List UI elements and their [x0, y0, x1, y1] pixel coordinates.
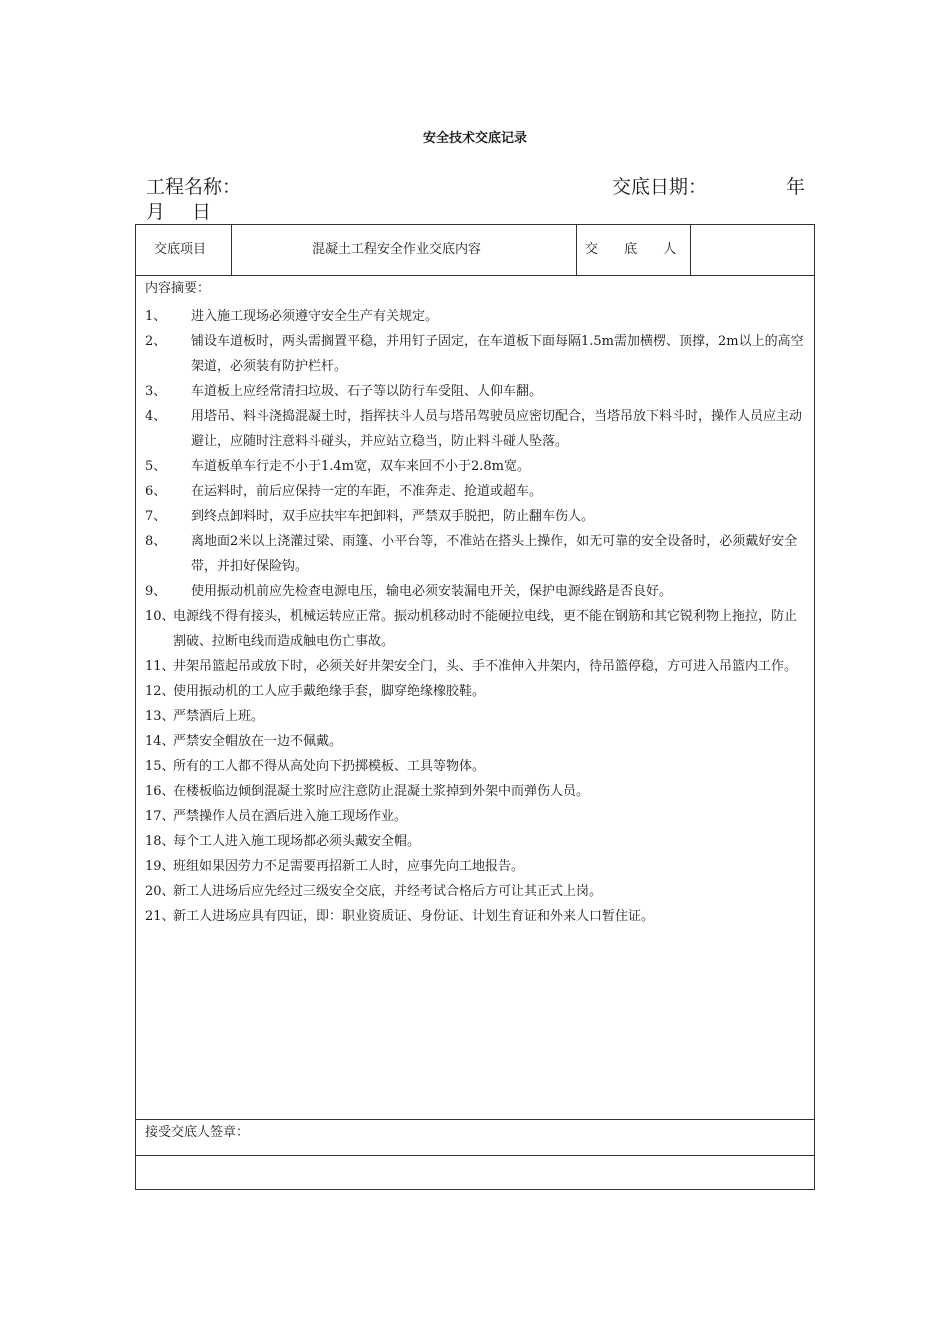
list-item	[145, 779, 805, 804]
list-item	[145, 904, 805, 929]
year-label: 年	[786, 176, 806, 198]
day-label: 日	[192, 201, 212, 223]
disclosure-date-label: 交底日期：	[612, 176, 708, 198]
item-number: 9、	[145, 584, 167, 599]
disclosure-table	[135, 224, 815, 1190]
list-item	[145, 404, 805, 454]
item-text: 所有的工人都不得从高处向下扔掷模板、工具等物体。	[173, 759, 486, 774]
list-item	[145, 829, 805, 854]
item-number: 7、	[145, 509, 167, 524]
list-item	[145, 379, 805, 404]
item-text: 严禁安全帽放在一边不佩戴。	[173, 734, 343, 749]
item-text: 车道板单车行走不小于1.4m宽，双车来回不小于2.8m宽。	[191, 459, 531, 474]
item-text: 每个工人进入施工现场都必须头戴安全帽。	[173, 834, 421, 849]
item-number: 17、	[145, 809, 175, 824]
list-item	[145, 654, 805, 679]
list-item	[145, 579, 805, 604]
item-number: 18、	[145, 834, 175, 849]
list-item	[145, 504, 805, 529]
item-text: 铺设车道板时，两头需搁置平稳，并用钉子固定，在车道板下面每隔1.5m需加横楞、顶撑，2m以上的高空架道，必须装有防护栏杆。	[191, 334, 804, 374]
item-text: 离地面2米以上浇灌过梁、雨篷、小平台等，不准站在搭头上操作，如无可靠的安全设备时，必须戴好安全带，并扣好保险钩。	[191, 534, 798, 574]
item-text: 严禁酒后上班。	[173, 709, 265, 724]
item-number: 14、	[145, 734, 175, 749]
item-text: 班组如果因劳力不足需要再招新工人时，应事先向工地报告。	[173, 859, 525, 874]
list-item	[145, 704, 805, 729]
item-text: 在楼板临边倾倒混凝土浆时应注意防止混凝土浆掉到外架中而弹伤人员。	[173, 784, 590, 799]
item-number: 4、	[145, 409, 167, 424]
list-item	[145, 454, 805, 479]
item-number: 19、	[145, 859, 175, 874]
item-number: 15、	[145, 759, 175, 774]
item-text: 在运料时，前后应保持一定的车距，不准奔走、抢道或超车。	[191, 484, 543, 499]
list-item	[145, 679, 805, 704]
row-divider	[136, 1155, 814, 1156]
item-text: 进入施工现场必须遵守安全生产有关规定。	[191, 309, 439, 324]
column-divider	[690, 225, 691, 275]
list-item	[145, 304, 805, 329]
row-divider	[136, 275, 814, 276]
row-divider	[136, 1119, 814, 1120]
list-item	[145, 329, 805, 379]
column-divider	[576, 225, 577, 275]
item-number: 11、	[145, 659, 175, 674]
list-item	[145, 604, 805, 654]
item-number: 2、	[145, 334, 167, 349]
item-number: 13、	[145, 709, 175, 724]
item-value-cell: 混凝土工程安全作业交底内容	[312, 242, 482, 257]
item-text: 井架吊篮起吊或放下时，必须关好井架安全门，头、手不准伸入井架内，待吊篮停稳，方可进入吊篮内工作。	[173, 659, 798, 674]
list-item	[145, 854, 805, 879]
list-item	[145, 879, 805, 904]
item-text: 新工人进场应具有四证，即：职业资质证、身份证、计划生育证和外来人口暂住证。	[173, 909, 655, 924]
item-text: 到终点卸料时，双手应扶牢车把卸料，严禁双手脱把，防止翻车伤人。	[191, 509, 595, 524]
item-number: 16、	[145, 784, 175, 799]
item-number: 20、	[145, 884, 175, 899]
signature-label: 接受交底人签章：	[145, 1125, 250, 1140]
item-number: 21、	[145, 909, 175, 924]
list-item	[145, 529, 805, 579]
content-summary-label: 内容摘要：	[145, 281, 211, 296]
item-number: 12、	[145, 684, 175, 699]
item-text: 车道板上应经常清扫垃圾、石子等以防行车受阻、人仰车翻。	[191, 384, 543, 399]
item-label-cell: 交底项目	[154, 242, 207, 257]
discloser-label-cell: 交 底 人	[585, 242, 688, 257]
item-text: 新工人进场后应先经过三级安全交底，并经考试合格后方可让其正式上岗。	[173, 884, 603, 899]
document-title: 安全技术交底记录	[422, 131, 527, 146]
list-item	[145, 804, 805, 829]
column-divider	[231, 225, 232, 275]
list-item	[145, 479, 805, 504]
item-number: 3、	[145, 384, 167, 399]
item-text: 电源线不得有接头，机械运转应正常。振动机移动时不能硬拉电线，更不能在钢筋和其它锐利物上拖拉，防止割破、拉断电线而造成触电伤亡事故。	[173, 609, 798, 649]
item-number: 5、	[145, 459, 167, 474]
item-text: 严禁操作人员在酒后进入施工现场作业。	[173, 809, 408, 824]
safety-rules-list	[145, 304, 805, 929]
item-text: 使用振动机前应先检查电源电压，输电必须安装漏电开关，保护电源线路是否良好。	[191, 584, 673, 599]
item-text: 使用振动机的工人应手戴绝缘手套，脚穿绝缘橡胶鞋。	[173, 684, 486, 699]
project-name-label: 工程名称：	[146, 176, 242, 198]
item-number: 1、	[145, 309, 167, 324]
item-text: 用塔吊、料斗浇捣混凝土时，指挥扶斗人员与塔吊驾驶员应密切配合，当塔吊放下料斗时，操作人员应主动避让，应随时注意料斗碰头，并应站立稳当，防止料斗碰人坠落。	[191, 409, 803, 449]
list-item	[145, 754, 805, 779]
month-label: 月	[146, 201, 166, 223]
item-number: 10、	[145, 609, 175, 624]
item-number: 8、	[145, 534, 167, 549]
item-number: 6、	[145, 484, 167, 499]
list-item	[145, 729, 805, 754]
